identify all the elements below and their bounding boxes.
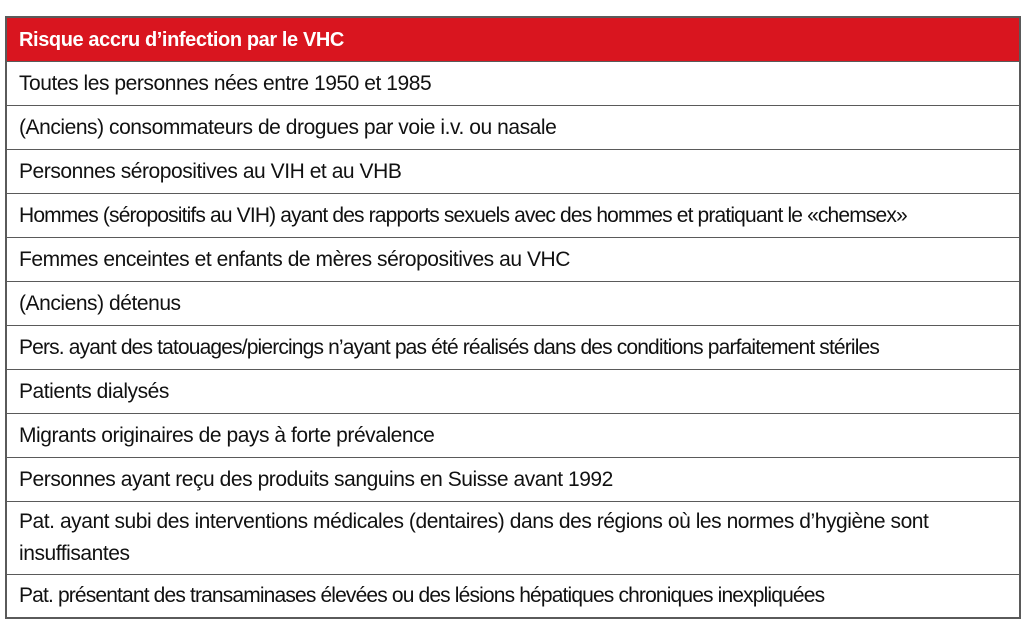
table-row: Toutes les personnes nées entre 1950 et 1985 <box>7 62 1019 106</box>
table-row: Femmes enceintes et enfants de mères séropositives au VHC <box>7 238 1019 282</box>
table-row: (Anciens) consommateurs de drogues par voie i.v. ou nasale <box>7 106 1019 150</box>
table-row: Hommes (séropositifs au VIH) ayant des rapports sexuels avec des hommes et pratiquant le «chemsex» <box>7 194 1019 238</box>
table-row: (Anciens) détenus <box>7 282 1019 326</box>
table-row: Personnes ayant reçu des produits sanguins en Suisse avant 1992 <box>7 458 1019 502</box>
table-header: Risque accru d’infection par le VHC <box>7 18 1019 62</box>
table-row: Pers. ayant des tatouages/piercings n’ayant pas été réalisés dans des conditions parfaitement stériles <box>7 326 1019 370</box>
table-row: Patients dialysés <box>7 370 1019 414</box>
table-row: Migrants originaires de pays à forte prévalence <box>7 414 1019 458</box>
risk-table <box>5 16 1021 619</box>
table-row: Pat. présentant des transaminases élevées ou des lésions hépatiques chroniques inexpliquées <box>19 584 825 607</box>
table-row: Pat. ayant subi des interventions médicales (dentaires) dans des régions où les normes d’hygiène sont insuffisantes <box>7 502 1019 575</box>
table-row: Personnes séropositives au VIH et au VHB <box>7 150 1019 194</box>
